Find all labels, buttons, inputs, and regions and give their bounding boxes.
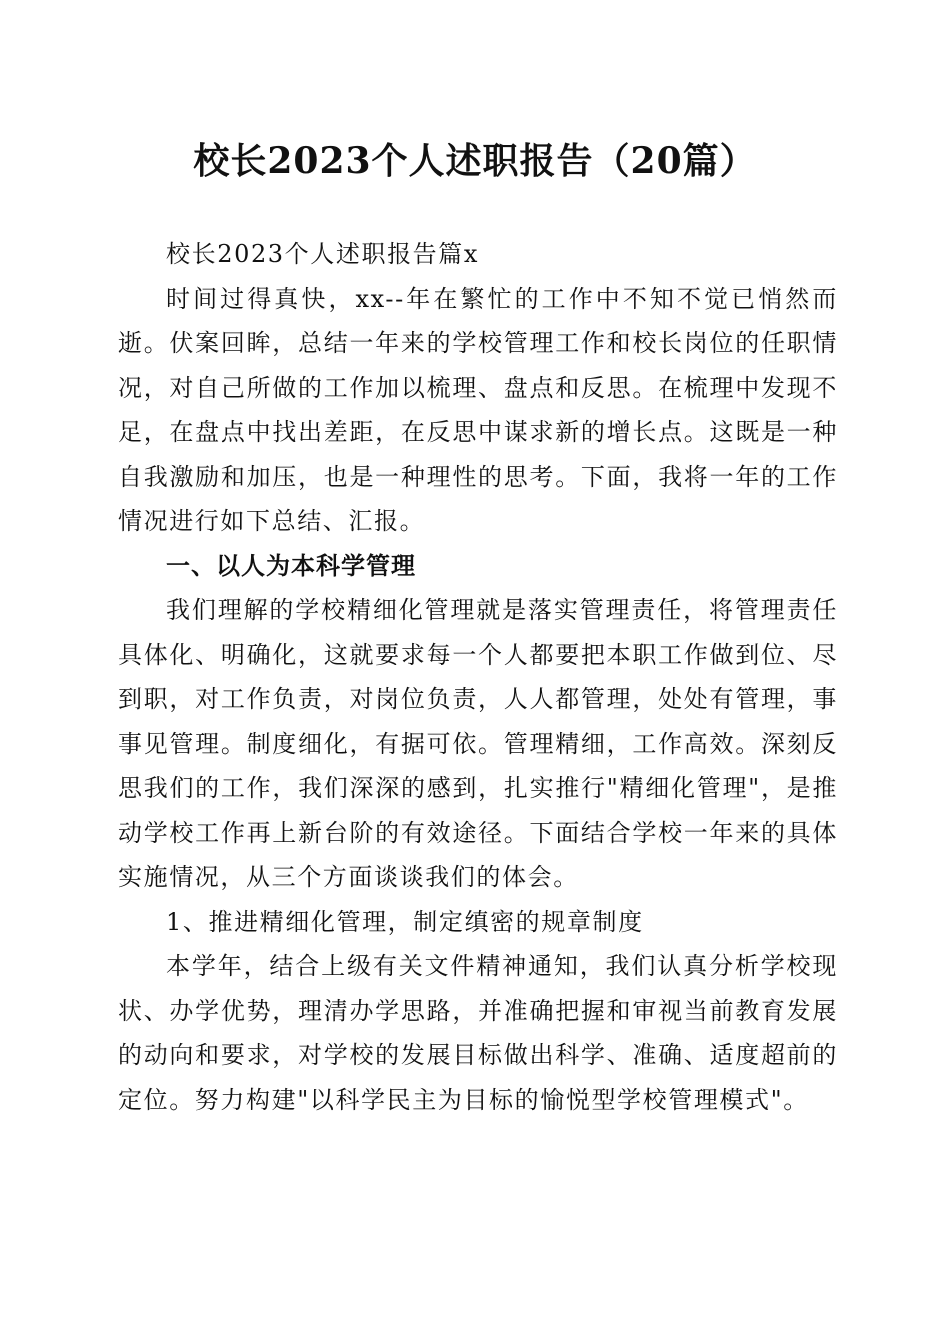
intro-paragraph: 时间过得真快，xx--年在繁忙的工作中不知不觉已悄然而逝。伏案回眸，总结一年来的学校管理工作和校长岗位的任职情况，对自己所做的工作加以梳理、盘点和反思。在梳理中发现不足，在盘点中找出差距，在反思中谋求新的增长点。这既是一种自我激励和加压，也是一种理性的思考。下面，我将一年的工作情况进行如下总结、汇报。 bbox=[118, 284, 838, 535]
section-heading-1: 一、以人为本科学管理 bbox=[166, 551, 416, 580]
section-1-paragraph: 我们理解的学校精细化管理就是落实管理责任，将管理责任具体化、明确化，这就要求每一个人都要把本职工作做到位、尽到职，对工作负责，对岗位负责，人人都管理，处处有管理，事事见管理。制度细化，有据可依。管理精细，工作高效。深刻反思我们的工作，我们深深的感到，扎实推行"精细化管理"，是推动学校工作再上新台阶的有效途径。下面结合学校一年来的具体实施情况，从三个方面谈谈我们的体会。 bbox=[118, 596, 838, 891]
report-subtitle: 校长2023个人述职报告篇x bbox=[166, 240, 480, 268]
subsection-heading-1: 1、推进精细化管理，制定缜密的规章制度 bbox=[166, 907, 644, 936]
document-body bbox=[118, 232, 838, 1122]
document-title: 校长2023个人述职报告（20篇） bbox=[193, 140, 757, 182]
subsection-1-paragraph: 本学年，结合上级有关文件精神通知，我们认真分析学校现状、办学优势，理清办学思路，并准确把握和审视当前教育发展的动向和要求，对学校的发展目标做出科学、准确、适度超前的定位。努力构建"以科学民主为目标的愉悦型学校管理模式"。 bbox=[118, 952, 838, 1114]
